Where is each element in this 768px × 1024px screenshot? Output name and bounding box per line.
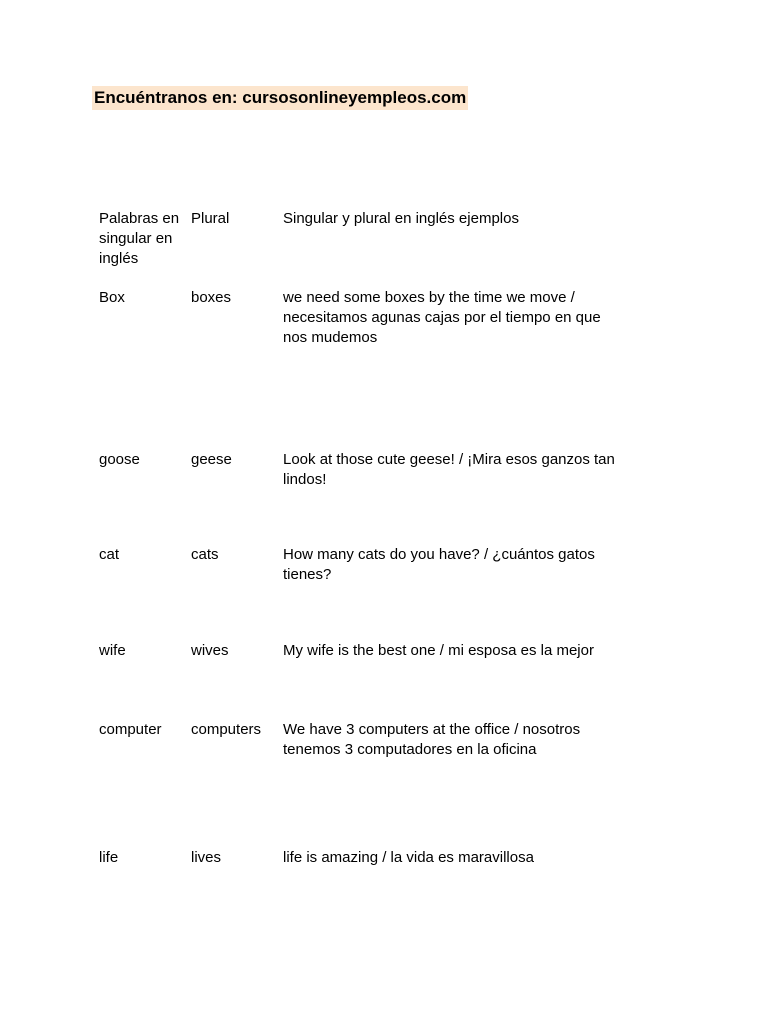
example-cell: How many cats do you have? / ¿cuántos gatos tienes?: [283, 546, 595, 583]
header-plural: Plural: [191, 210, 230, 227]
example-cell: we need some boxes by the time we move / necesitamos agunas cajas por el tiempo en que nos mudemos: [283, 289, 601, 346]
site-header[interactable]: Encuéntranos en: cursosonlineyempleos.com: [92, 86, 468, 110]
singular-cell: computer: [99, 721, 162, 738]
singular-cell: life: [99, 849, 119, 866]
example-cell: Look at those cute geese! / ¡Mira esos ganzos tan lindos!: [283, 451, 615, 488]
example-cell: life is amazing / la vida es maravillosa: [283, 849, 534, 866]
example-cell: My wife is the best one / mi esposa es la mejor: [283, 642, 594, 659]
singular-cell: goose: [99, 451, 140, 468]
example-cell: We have 3 computers at the office / nosotros tenemos 3 computadores en la oficina: [283, 721, 581, 758]
plural-cell: boxes: [191, 289, 232, 306]
singular-cell: wife: [99, 642, 126, 659]
plural-cell: geese: [191, 451, 232, 468]
plural-cell: lives: [191, 849, 222, 866]
plural-cell: cats: [191, 546, 219, 563]
singular-cell: Box: [99, 289, 125, 306]
plural-cell: computers: [191, 721, 262, 738]
header-singular: Palabras en singular en inglés: [99, 210, 180, 267]
header-example: Singular y plural en inglés ejemplos: [283, 210, 519, 227]
singular-cell: cat: [99, 546, 120, 563]
plural-cell: wives: [191, 642, 229, 659]
